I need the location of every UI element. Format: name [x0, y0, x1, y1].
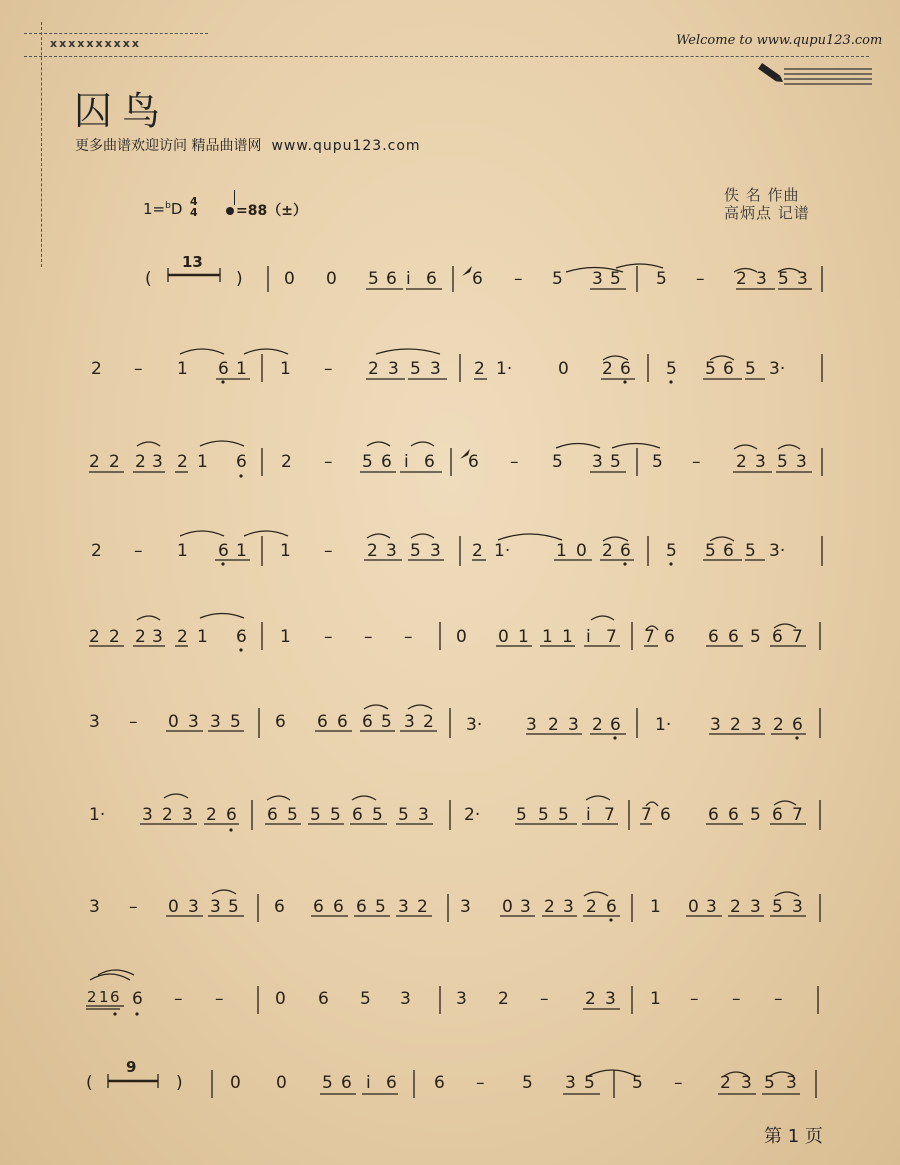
svg-text:3: 3	[210, 897, 221, 917]
svg-text:3: 3	[456, 989, 467, 1009]
svg-text:1: 1	[99, 988, 109, 1006]
svg-text:2: 2	[736, 269, 747, 289]
svg-text:6: 6	[426, 269, 437, 289]
svg-text:6: 6	[337, 712, 348, 732]
svg-text:6: 6	[434, 1073, 445, 1093]
svg-text:5: 5	[764, 1073, 775, 1093]
svg-text:5: 5	[745, 359, 756, 379]
composer: 佚 名 作曲	[724, 186, 800, 204]
svg-text:–: –	[324, 627, 333, 647]
song-title: 囚鸟	[74, 89, 171, 133]
svg-text:0: 0	[230, 1073, 241, 1093]
svg-text:6: 6	[660, 805, 671, 825]
svg-text:3: 3	[565, 1073, 576, 1093]
svg-text:i: i	[366, 1073, 371, 1093]
svg-text:3: 3	[563, 897, 574, 917]
svg-text:6: 6	[610, 715, 621, 735]
svg-text:–: –	[510, 452, 519, 472]
svg-text:0: 0	[456, 627, 467, 647]
svg-text:1: 1	[177, 541, 188, 561]
svg-text:1: 1	[197, 452, 208, 472]
svg-text:5: 5	[584, 1073, 595, 1093]
svg-text:3: 3	[188, 712, 199, 732]
svg-text:5: 5	[632, 1073, 643, 1093]
svg-text:5: 5	[705, 541, 716, 561]
svg-text:5: 5	[750, 805, 761, 825]
svg-text:2: 2	[417, 897, 428, 917]
svg-text:6: 6	[620, 541, 631, 561]
svg-text:2: 2	[773, 715, 784, 735]
svg-text:6: 6	[341, 1073, 352, 1093]
svg-text:1: 1	[280, 359, 291, 379]
svg-text:2: 2	[474, 359, 485, 379]
svg-text:6: 6	[772, 627, 783, 647]
svg-text:(: (	[86, 1073, 93, 1093]
svg-text:–: –	[129, 712, 138, 732]
subtitle-text: 更多曲谱欢迎访问 精品曲谱网	[75, 138, 262, 154]
svg-text:5: 5	[552, 269, 563, 289]
svg-text:5: 5	[777, 452, 788, 472]
svg-text:2·: 2·	[464, 805, 481, 825]
svg-text:2: 2	[368, 359, 379, 379]
svg-text:i: i	[404, 452, 409, 472]
svg-text:5: 5	[381, 712, 392, 732]
svg-text:0: 0	[688, 897, 699, 917]
svg-text:–: –	[540, 989, 549, 1009]
svg-text:2: 2	[602, 359, 613, 379]
svg-text:3: 3	[188, 897, 199, 917]
svg-text:6: 6	[606, 897, 617, 917]
svg-text:1: 1	[556, 541, 567, 561]
svg-text:2: 2	[91, 359, 102, 379]
svg-text:–: –	[674, 1073, 683, 1093]
svg-text:2: 2	[730, 715, 741, 735]
svg-text:3: 3	[592, 269, 603, 289]
key-letter: D	[170, 200, 183, 218]
svg-text:6: 6	[218, 541, 229, 561]
svg-text:–: –	[692, 452, 701, 472]
svg-text:6: 6	[728, 805, 739, 825]
svg-text:1: 1	[197, 627, 208, 647]
svg-text:2: 2	[736, 452, 747, 472]
svg-text:6: 6	[313, 897, 324, 917]
svg-text:5: 5	[372, 805, 383, 825]
svg-text:1·: 1·	[89, 805, 106, 825]
svg-text:0: 0	[276, 1073, 287, 1093]
svg-text:2: 2	[89, 452, 100, 472]
transcriber: 高炳点 记谱	[724, 204, 810, 222]
svg-text:2: 2	[498, 989, 509, 1009]
svg-text:–: –	[690, 989, 699, 1009]
svg-text:6: 6	[110, 988, 120, 1006]
svg-text:5: 5	[666, 359, 677, 379]
svg-text:7: 7	[644, 627, 655, 647]
svg-text:6: 6	[362, 712, 373, 732]
svg-text:3: 3	[741, 1073, 752, 1093]
svg-text:2: 2	[177, 452, 188, 472]
svg-text:6: 6	[226, 805, 237, 825]
svg-text:5: 5	[287, 805, 298, 825]
svg-text:5: 5	[610, 452, 621, 472]
svg-text:5: 5	[552, 452, 563, 472]
svg-text:3: 3	[210, 712, 221, 732]
svg-text:5: 5	[516, 805, 527, 825]
welcome-text: Welcome to www.qupu123.com	[676, 33, 883, 48]
svg-text:3: 3	[605, 989, 616, 1009]
svg-text:6: 6	[792, 715, 803, 735]
svg-text:2: 2	[91, 541, 102, 561]
svg-text:2: 2	[720, 1073, 731, 1093]
svg-text:6: 6	[664, 627, 675, 647]
svg-text:1·: 1·	[655, 715, 672, 735]
svg-text:5: 5	[750, 627, 761, 647]
svg-text:2: 2	[109, 452, 120, 472]
svg-text:–: –	[476, 1073, 485, 1093]
svg-text:–: –	[404, 627, 413, 647]
svg-text:3: 3	[398, 897, 409, 917]
svg-text:3: 3	[460, 897, 471, 917]
svg-text:3: 3	[430, 359, 441, 379]
svg-text:3: 3	[520, 897, 531, 917]
svg-text:5: 5	[410, 359, 421, 379]
svg-text:5: 5	[362, 452, 373, 472]
svg-text:3: 3	[400, 989, 411, 1009]
svg-text:6: 6	[318, 989, 329, 1009]
svg-text:3: 3	[797, 269, 808, 289]
svg-text:5: 5	[310, 805, 321, 825]
svg-text:6: 6	[723, 541, 734, 561]
svg-text:2: 2	[592, 715, 603, 735]
svg-text:2: 2	[89, 627, 100, 647]
svg-text:6: 6	[356, 897, 367, 917]
svg-text:5: 5	[398, 805, 409, 825]
svg-text:2: 2	[87, 988, 97, 1006]
svg-text:6: 6	[274, 897, 285, 917]
svg-text:6: 6	[352, 805, 363, 825]
svg-text:1: 1	[562, 627, 573, 647]
svg-text:1: 1	[177, 359, 188, 379]
svg-text:3: 3	[89, 897, 100, 917]
svg-text:5: 5	[410, 541, 421, 561]
svg-text:2: 2	[206, 805, 217, 825]
svg-text:2: 2	[586, 897, 597, 917]
svg-text:1·: 1·	[496, 359, 513, 379]
svg-text:2: 2	[730, 897, 741, 917]
svg-text:–: –	[364, 627, 373, 647]
svg-text:5: 5	[360, 989, 371, 1009]
svg-text:(: (	[145, 269, 152, 289]
svg-text:3: 3	[750, 897, 761, 917]
svg-text:2: 2	[109, 627, 120, 647]
svg-text:2: 2	[367, 541, 378, 561]
svg-text:–: –	[134, 359, 143, 379]
svg-text:5: 5	[772, 897, 783, 917]
svg-text:2: 2	[177, 627, 188, 647]
svg-text:0: 0	[326, 269, 337, 289]
svg-text:5: 5	[778, 269, 789, 289]
svg-text:6: 6	[772, 805, 783, 825]
svg-text:3: 3	[755, 452, 766, 472]
svg-text:2: 2	[135, 627, 146, 647]
meter-top: 4	[190, 195, 198, 208]
svg-text:2: 2	[585, 989, 596, 1009]
svg-text:3: 3	[404, 712, 415, 732]
meter-bottom: 4	[190, 206, 198, 219]
svg-text:3·: 3·	[769, 359, 786, 379]
svg-text:3: 3	[568, 715, 579, 735]
svg-text:0: 0	[558, 359, 569, 379]
svg-text:5: 5	[666, 541, 677, 561]
svg-text:3: 3	[89, 712, 100, 732]
svg-text:3: 3	[388, 359, 399, 379]
svg-text:5: 5	[705, 359, 716, 379]
svg-text:3: 3	[526, 715, 537, 735]
svg-text:5: 5	[652, 452, 663, 472]
svg-text:6: 6	[708, 805, 719, 825]
svg-text:5: 5	[522, 1073, 533, 1093]
svg-text:1: 1	[650, 897, 661, 917]
svg-text:5: 5	[368, 269, 379, 289]
svg-text:3: 3	[430, 541, 441, 561]
svg-text:6: 6	[236, 452, 247, 472]
svg-text:6: 6	[723, 359, 734, 379]
svg-text:7: 7	[792, 805, 803, 825]
svg-text:2: 2	[472, 541, 483, 561]
svg-text:5: 5	[610, 269, 621, 289]
svg-text:3: 3	[418, 805, 429, 825]
svg-text:–: –	[129, 897, 138, 917]
svg-text:6: 6	[620, 359, 631, 379]
svg-text:3·: 3·	[769, 541, 786, 561]
svg-text:3: 3	[756, 269, 767, 289]
svg-text:5: 5	[558, 805, 569, 825]
svg-text:3: 3	[792, 897, 803, 917]
svg-text:–: –	[324, 452, 333, 472]
svg-text:3: 3	[796, 452, 807, 472]
svg-text:1: 1	[236, 541, 247, 561]
svg-text:6: 6	[708, 627, 719, 647]
svg-text:5: 5	[375, 897, 386, 917]
svg-text:–: –	[774, 989, 783, 1009]
svg-text:3: 3	[592, 452, 603, 472]
svg-text:3: 3	[152, 452, 163, 472]
page-number: 第 1 页	[764, 1126, 823, 1147]
svg-text:3: 3	[751, 715, 762, 735]
svg-text:0: 0	[498, 627, 509, 647]
svg-text:1: 1	[542, 627, 553, 647]
svg-text:3: 3	[182, 805, 193, 825]
svg-text:6: 6	[386, 1073, 397, 1093]
svg-text:6: 6	[386, 269, 397, 289]
rest-count-1: 13	[182, 253, 203, 271]
key-label: 1=	[143, 200, 166, 218]
svg-text:5: 5	[330, 805, 341, 825]
svg-text:6: 6	[317, 712, 328, 732]
svg-text:6: 6	[267, 805, 278, 825]
svg-text:2: 2	[162, 805, 173, 825]
svg-text:3: 3	[786, 1073, 797, 1093]
svg-text:0: 0	[284, 269, 295, 289]
svg-text:1: 1	[518, 627, 529, 647]
svg-text:–: –	[696, 269, 705, 289]
decor-marks: xxxxxxxxxx	[50, 37, 141, 50]
svg-text:i: i	[586, 805, 591, 825]
svg-text:1: 1	[280, 627, 291, 647]
svg-text:5: 5	[228, 897, 239, 917]
svg-text:0: 0	[502, 897, 513, 917]
svg-text:3: 3	[386, 541, 397, 561]
svg-text:–: –	[514, 269, 523, 289]
svg-text:6: 6	[728, 627, 739, 647]
svg-text:6: 6	[468, 452, 479, 472]
svg-text:5: 5	[656, 269, 667, 289]
tempo-text: =88（±）	[236, 203, 307, 219]
svg-text:2: 2	[135, 452, 146, 472]
svg-text:7: 7	[604, 805, 615, 825]
svg-text:–: –	[174, 989, 183, 1009]
svg-text:2: 2	[548, 715, 559, 735]
svg-text:2: 2	[423, 712, 434, 732]
svg-text:): )	[176, 1073, 183, 1093]
svg-text:5: 5	[230, 712, 241, 732]
svg-text:6: 6	[132, 989, 143, 1009]
svg-text:–: –	[215, 989, 224, 1009]
svg-text:6: 6	[472, 269, 483, 289]
svg-text:2: 2	[602, 541, 613, 561]
svg-text:–: –	[134, 541, 143, 561]
svg-text:): )	[236, 269, 243, 289]
svg-text:7: 7	[641, 805, 652, 825]
svg-text:–: –	[732, 989, 741, 1009]
svg-text:i: i	[586, 627, 591, 647]
svg-text:3: 3	[152, 627, 163, 647]
svg-text:6: 6	[218, 359, 229, 379]
svg-text:–: –	[324, 359, 333, 379]
svg-text:3: 3	[710, 715, 721, 735]
svg-text:2: 2	[281, 452, 292, 472]
svg-text:6: 6	[424, 452, 435, 472]
svg-text:1·: 1·	[494, 541, 511, 561]
svg-text:5: 5	[538, 805, 549, 825]
svg-text:0: 0	[168, 897, 179, 917]
svg-text:0: 0	[576, 541, 587, 561]
svg-text:3: 3	[142, 805, 153, 825]
svg-text:1: 1	[650, 989, 661, 1009]
site-url: www.qupu123.com	[271, 138, 421, 154]
svg-text:3·: 3·	[466, 715, 483, 735]
svg-text:6: 6	[381, 452, 392, 472]
svg-text:3: 3	[706, 897, 717, 917]
flat-sign: b	[165, 201, 171, 211]
svg-text:7: 7	[792, 627, 803, 647]
svg-text:6: 6	[275, 712, 286, 732]
svg-text:0: 0	[275, 989, 286, 1009]
svg-text:5: 5	[322, 1073, 333, 1093]
svg-text:i: i	[406, 269, 411, 289]
svg-text:6: 6	[333, 897, 344, 917]
svg-text:7: 7	[606, 627, 617, 647]
svg-text:1: 1	[280, 541, 291, 561]
svg-text:1: 1	[236, 359, 247, 379]
svg-text:5: 5	[745, 541, 756, 561]
rest-count-2: 9	[126, 1058, 137, 1076]
svg-text:2: 2	[544, 897, 555, 917]
svg-text:6: 6	[236, 627, 247, 647]
svg-text:0: 0	[168, 712, 179, 732]
svg-text:–: –	[324, 541, 333, 561]
